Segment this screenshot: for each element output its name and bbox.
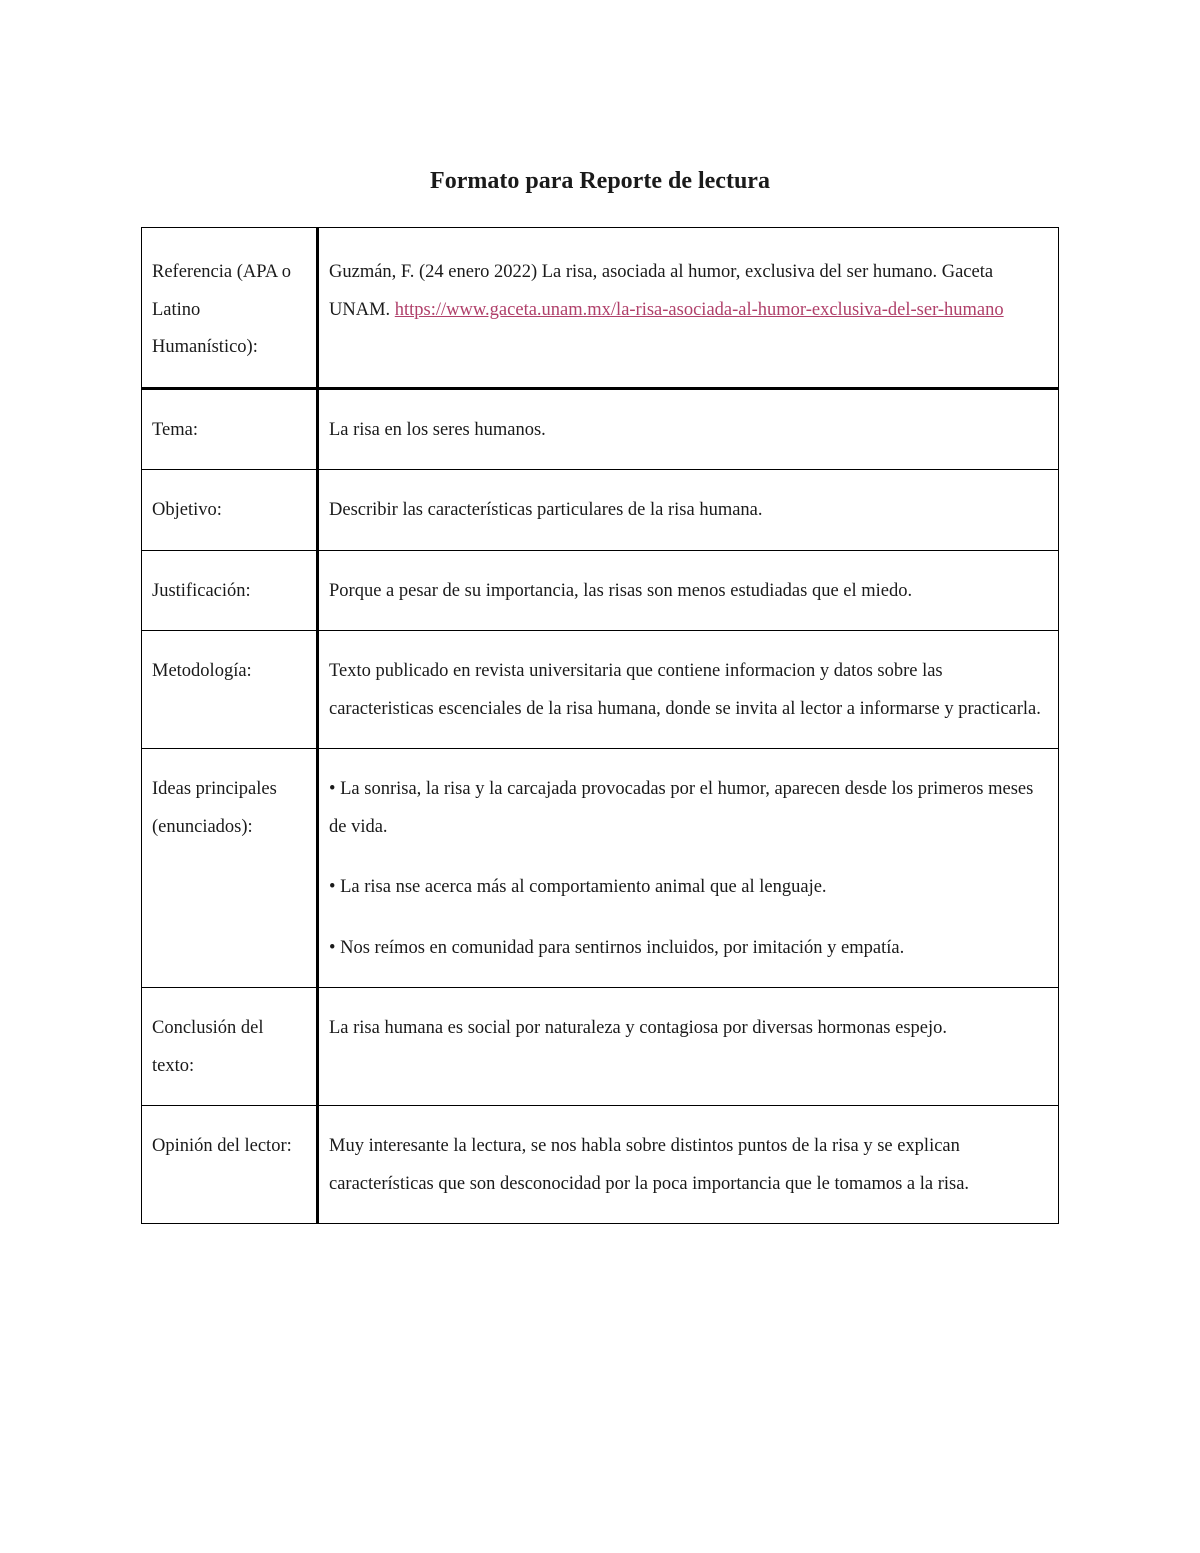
table-row-tema bbox=[142, 388, 1059, 470]
referencia-text: Guzmán, F. (24 enero 2022) La risa, asociada al humor, exclusiva del ser humano. Gaceta UNAM. bbox=[329, 262, 994, 320]
page-title: Formato para Reporte de lectura bbox=[430, 168, 770, 194]
metodologia-label: Metodología: bbox=[142, 631, 318, 749]
table-row-conclusion bbox=[142, 988, 1059, 1106]
table-row-objetivo bbox=[142, 470, 1059, 551]
ideas-label: Ideas principales (enunciados): bbox=[142, 749, 318, 988]
ideas-value bbox=[318, 749, 1059, 988]
table-row-justificacion bbox=[142, 550, 1059, 631]
metodologia-value: Texto publicado en revista universitaria que contiene informacion y datos sobre las caracteristicas escenciales de la risa humana, donde se invita al lector a informarse y practicarla. bbox=[318, 631, 1059, 749]
reading-report-table bbox=[141, 227, 1059, 1224]
referencia-link[interactable]: https://www.gaceta.unam.mx/la-risa-asociada-al-humor-exclusiva-del-ser-humano bbox=[394, 299, 1004, 320]
opinion-value: Muy interesante la lectura, se nos habla sobre distintos puntos de la risa y se explican características que son desconocidad por la poca importancia que le tomamos a la risa. bbox=[318, 1106, 1059, 1224]
opinion-label: Opinión del lector: bbox=[142, 1106, 318, 1224]
tema-value: La risa en los seres humanos. bbox=[318, 388, 1059, 470]
referencia-label: Referencia (APA o Latino Humanístico): bbox=[142, 228, 318, 389]
conclusion-label: Conclusión del texto: bbox=[142, 988, 318, 1106]
idea-item: • La sonrisa, la risa y la carcajada provocadas por el humor, aparecen desde los primeros meses de vida. bbox=[329, 779, 1034, 837]
table-row-ideas bbox=[142, 749, 1059, 988]
objetivo-value: Describir las características particulares de la risa humana. bbox=[318, 470, 1059, 551]
table-row-metodologia bbox=[142, 631, 1059, 749]
justificacion-label: Justificación: bbox=[142, 550, 318, 631]
tema-label: Tema: bbox=[142, 388, 318, 470]
table-row-opinion bbox=[142, 1106, 1059, 1224]
idea-item: • La risa nse acerca más al comportamiento animal que al lenguaje. bbox=[329, 877, 827, 897]
table-row-referencia bbox=[142, 228, 1059, 389]
idea-item: • Nos reímos en comunidad para sentirnos incluidos, por imitación y empatía. bbox=[329, 937, 905, 958]
objetivo-label: Objetivo: bbox=[142, 470, 318, 551]
referencia-value bbox=[318, 228, 1059, 389]
conclusion-value: La risa humana es social por naturaleza y contagiosa por diversas hormonas espejo. bbox=[318, 988, 1059, 1106]
justificacion-value: Porque a pesar de su importancia, las risas son menos estudiadas que el miedo. bbox=[318, 550, 1059, 631]
